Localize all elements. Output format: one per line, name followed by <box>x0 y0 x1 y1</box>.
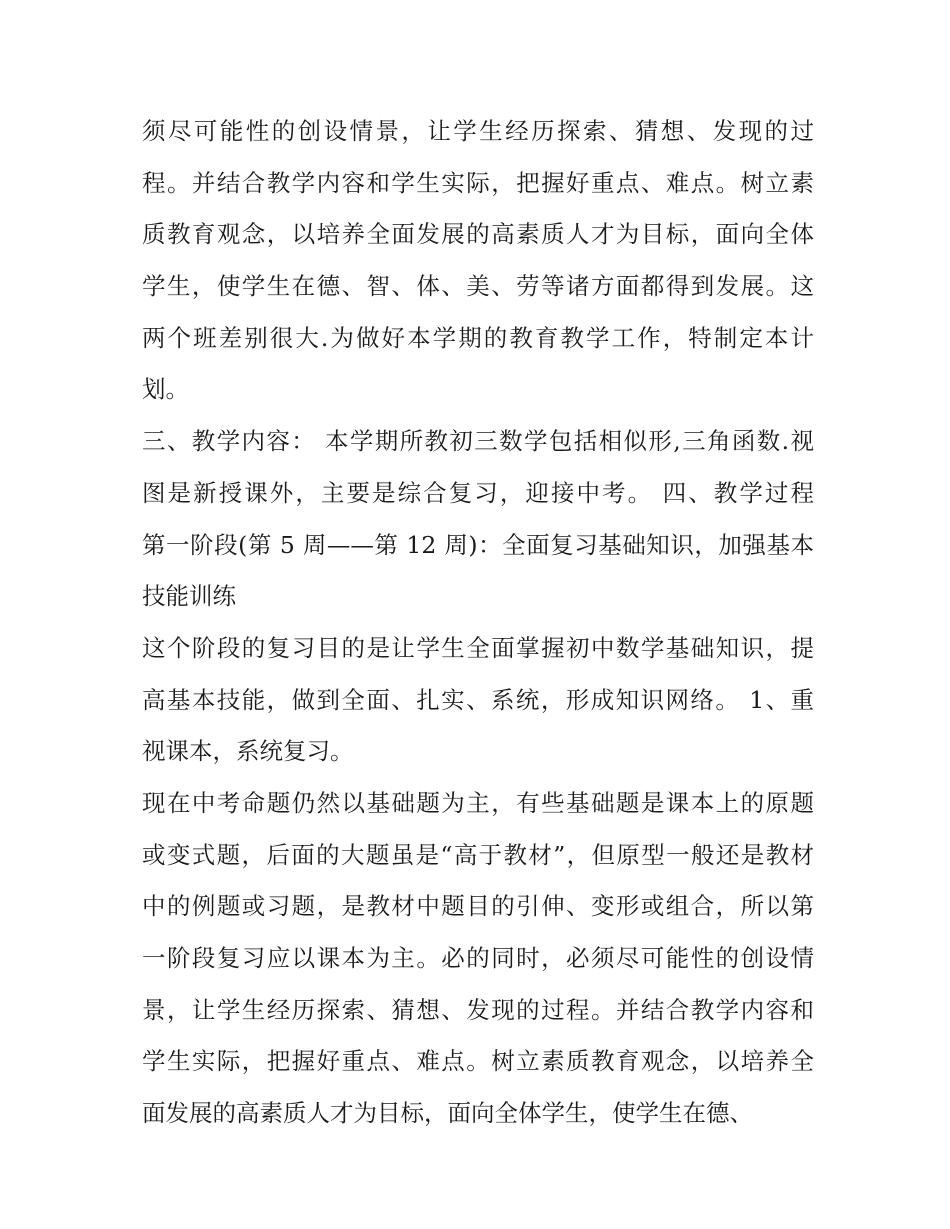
text-line: 技能训练 <box>142 582 236 611</box>
text-line: 景，让学生经历探索、猜想、发现的过程。并结合教学内容和 <box>142 995 814 1024</box>
text-line: 这个阶段的复习目的是让学生全面掌握初中数学基础知识，提 <box>142 633 814 662</box>
body-text <box>142 106 814 1140</box>
text-line: 一阶段复习应以课本为主。必的同时，必须尽可能性的创设情 <box>142 944 814 972</box>
text-line: 视课本，系统复习。 <box>142 737 354 766</box>
text-line: 质教育观念，以培养全面发展的高素质人才为目标，面向全体 <box>142 220 814 249</box>
text-line: 图是新授课外，主要是综合复习，迎接中考。 四、教学过程 <box>142 478 814 507</box>
text-line: 学生实际，把握好重点、难点。树立素质教育观念，以培养全 <box>142 1047 814 1076</box>
text-line: 须尽可能性的创设情景，让学生经历探索、猜想、发现的过 <box>142 117 814 145</box>
text-line: 现在中考命题仍然以基础题为主，有些基础题是课本上的原题 <box>142 788 814 817</box>
text-line: 程。并结合教学内容和学生实际，把握好重点、难点。树立素 <box>142 168 814 197</box>
text-line: 面发展的高素质人才为目标，面向全体学生，使学生在德、 <box>142 1099 753 1128</box>
text-line: 学生，使学生在德、智、体、美、劳等诸方面都得到发展。这 <box>142 272 814 301</box>
text-line: 划。 <box>142 375 189 404</box>
text-line: 或变式题，后面的大题虽是“高于教材”，但原型一般还是教材 <box>142 840 814 869</box>
text-line: 中的例题或习题，是教材中题目的引伸、变形或组合，所以第 <box>142 892 814 921</box>
text-line: 两个班差别很大.为做好本学期的教育教学工作，特制定本计 <box>142 323 814 352</box>
text-line: 高基本技能，做到全面、扎实、系统，形成知识网络。 1、重 <box>142 685 814 714</box>
text-line: 第一阶段(第 5 周——第 12 周)：全面复习基础知识，加强基本 <box>142 530 814 559</box>
text-line: 三、教学内容： 本学期所教初三数学包括相似形,三角函数.视 <box>142 427 814 456</box>
